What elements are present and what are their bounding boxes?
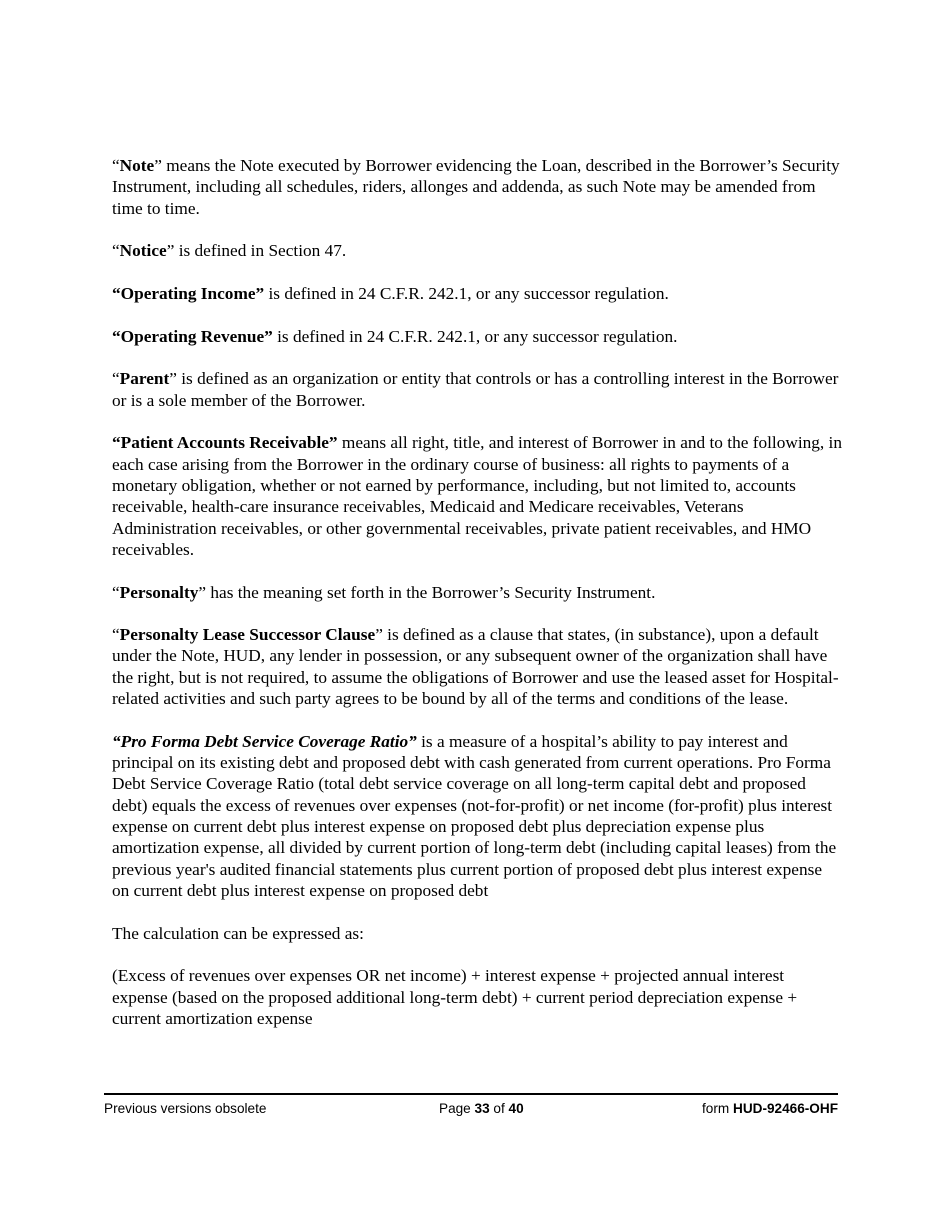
definition-operating-revenue: “Operating Revenue” is defined in 24 C.F.R. 242.1, or any successor regulation. — [112, 326, 678, 346]
defined-term: “Operating Revenue” — [112, 326, 273, 346]
footer-obsolete-note: Previous versions obsolete — [104, 1101, 267, 1116]
footer-page-number: Page 33 of 40 — [439, 1101, 524, 1116]
definition-notice: “Notice” is defined in Section 47. — [112, 241, 347, 261]
definition-pro-forma-dscr: “Pro Forma Debt Service Coverage Ratio” is a measure of a hospital’s ability to pay interest and principal on its existing debt and proposed debt with cash generated from current operations. Pro Forma Debt Service Coverage Ratio (total debt service coverage on all long-term capital debt and proposed debt) equals the excess of revenues over expenses (not-for-profit) or net income (for-profit) plus interest expense on current debt plus interest expense on proposed debt plus depreciation expense plus amortization expense, all divided by current portion of long-term debt (including capital leases) from the previous year's audited financial statements plus current portion of proposed debt plus interest expense on current debt plus interest expense on proposed debt — [112, 731, 837, 900]
definition-operating-income: “Operating Income” is defined in 24 C.F.R. 242.1, or any successor regulation. — [112, 283, 669, 303]
defined-term: “Pro Forma Debt Service Coverage Ratio” — [112, 731, 417, 751]
footer-form-id: form HUD-92466-OHF — [702, 1101, 838, 1116]
defined-term: Personalty Lease Successor Clause — [119, 625, 376, 645]
defined-term: Personalty — [119, 582, 199, 602]
document-body — [112, 155, 842, 1051]
calculation-formula: (Excess of revenues over expenses OR net income) + interest expense + projected annual interest expense (based on the proposed additional long-term debt) + current period depreciation expense + current amortization expense — [112, 966, 798, 1028]
footer-divider — [104, 1093, 838, 1095]
defined-term: Notice — [119, 241, 167, 261]
defined-term: Note — [119, 156, 155, 175]
definition-personalty: “Personalty” has the meaning set forth in the Borrower’s Security Instrument. — [112, 582, 656, 602]
definition-personalty-lease-successor-clause: “Personalty Lease Successor Clause” is defined as a clause that states, (in substance), upon a default under the Note, HUD, any lender in possession, or any subsequent owner of the organization shall have the right, but is not required, to assume the obligations of Borrower and use the leased asset for Hospital-related activities and such party agrees to be bound by all of the terms and conditions of the lease. — [112, 625, 839, 709]
definition-parent: “Parent” is defined as an organization or entity that controls or has a controlling interest in the Borrower or is a sole member of the Borrower. — [112, 369, 839, 410]
calculation-intro: The calculation can be expressed as: — [112, 923, 364, 943]
definition-patient-accounts-receivable: “Patient Accounts Receivable” means all right, title, and interest of Borrower in and to the following, in each case arising from the Borrower in the ordinary course of business: all rights to payments of a monetary obligation, whether or not earned by performance, including, but not limited to, accounts receivable, health-care insurance receivables, Medicaid and Medicare receivables, Veterans Administration receivables, or other governmental receivables, private patient receivables, and HMO receivables. — [112, 433, 842, 559]
definition-note: “Note” means the Note executed by Borrower evidencing the Loan, described in the Borrower’s Security Instrument, including all schedules, riders, allonges and addenda, as such Note may be amended from time to time. — [112, 156, 840, 218]
defined-term: “Operating Income” — [112, 283, 265, 303]
defined-term: Parent — [119, 369, 170, 389]
defined-term: “Patient Accounts Receivable” — [112, 433, 338, 453]
